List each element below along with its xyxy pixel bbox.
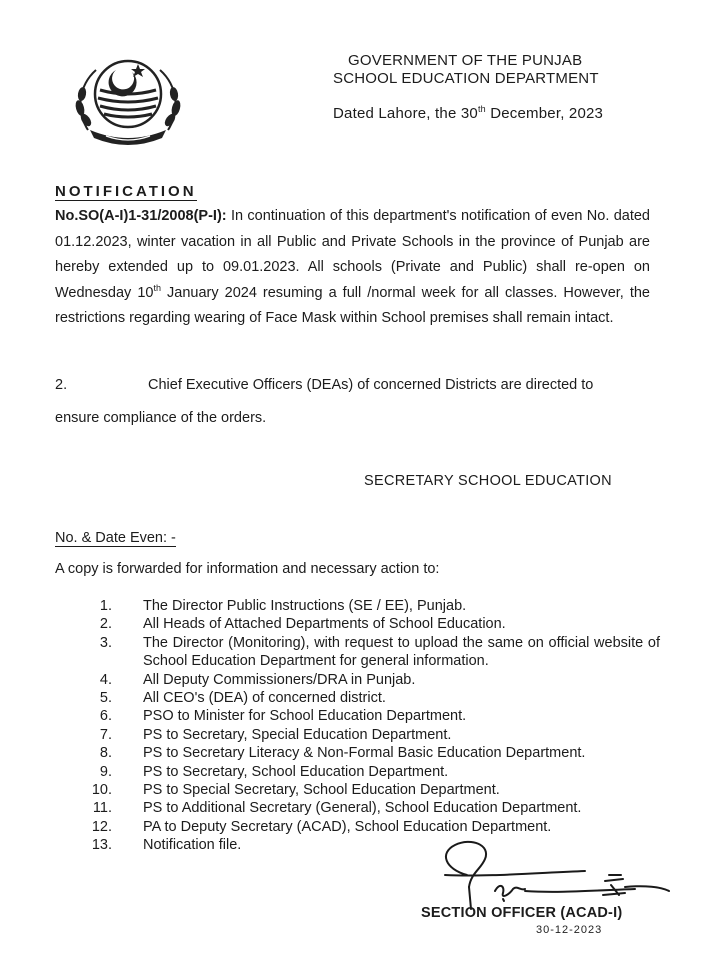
- distribution-intro: A copy is forwarded for information and necessary action to:: [55, 561, 440, 577]
- list-item: [80, 634, 660, 671]
- list-item: [80, 689, 660, 707]
- list-item-text: PS to Secretary Literacy & Non-Formal Basic Education Department.: [143, 745, 586, 762]
- list-item-text: Notification file.: [143, 837, 242, 854]
- date-ordinal: th: [477, 104, 486, 114]
- list-item-number: 2.: [99, 616, 112, 633]
- list-item-text: PA to Deputy Secretary (ACAD), School Education Department.: [143, 818, 552, 835]
- list-item-number: 4.: [99, 671, 112, 688]
- date-suffix: December, 2023: [485, 105, 604, 122]
- handwritten-date: 30-12-2023: [536, 924, 603, 936]
- punjab-government-emblem-icon: [66, 50, 190, 146]
- date-prefix: Dated Lahore, the 30: [333, 105, 478, 122]
- paragraph-2-text: Chief Executive Officers (DEAs) of concerned Districts are directed to: [148, 377, 594, 393]
- list-item: [80, 671, 660, 689]
- list-item-number: 9.: [99, 763, 112, 780]
- even-number-label: No. & Date Even: -: [55, 530, 176, 546]
- list-item: [80, 726, 660, 744]
- list-item-text: All Deputy Commissioners/DRA in Punjab.: [143, 671, 416, 688]
- paragraph-1-ordinal: th: [153, 282, 161, 293]
- handwritten-signature-icon: [425, 835, 675, 915]
- list-item-text: PS to Special Secretary, School Education Department.: [143, 782, 500, 799]
- paragraph-2-continuation: ensure compliance of the orders.: [55, 410, 267, 426]
- list-item: [80, 707, 660, 725]
- notification-title: NOTIFICATION: [55, 183, 197, 200]
- list-item: [80, 615, 660, 633]
- department-heading: SCHOOL EDUCATION DEPARTMENT: [333, 70, 599, 87]
- distribution-list: [80, 597, 660, 855]
- notification-paragraph-1: [55, 204, 650, 332]
- list-item-number: 5.: [99, 690, 112, 707]
- secretary-signature-block: SECRETARY SCHOOL EDUCATION: [364, 473, 612, 489]
- list-item-text: The Director (Monitoring), with request to upload the same on official website of School Education Department for general information.: [143, 634, 660, 670]
- list-item-text: PS to Secretary, Special Education Department.: [143, 726, 452, 743]
- reference-number: No.SO(A-I)1-31/2008(P-I):: [55, 208, 227, 224]
- paragraph-2-number: 2.: [55, 377, 68, 393]
- paragraph-1-text-b: January 2024 resuming a full /normal week for all classes. However, the restrictions regarding wearing of Face Mask within School premises shall remain intact.: [55, 284, 650, 327]
- list-item: [80, 744, 660, 762]
- list-item: [80, 818, 660, 836]
- list-item-number: 1.: [99, 598, 112, 614]
- list-item-number: 8.: [99, 745, 112, 762]
- paragraph-1-text-a: In continuation of this department's notification of even No. dated 01.12.2023, winter vacation in all Public and Private Schools in the province of Punjab are hereby extended up to 09.01.2023. All schools (Private and Public) shall re-open on Wednesday 10: [55, 208, 650, 301]
- list-item-text: PS to Additional Secretary (General), School Education Department.: [143, 800, 582, 817]
- list-item: [80, 781, 660, 799]
- list-item-number: 6.: [99, 708, 112, 725]
- list-item: [80, 799, 660, 817]
- list-item: [80, 763, 660, 781]
- list-item-number: 10.: [91, 782, 112, 799]
- list-item-text: The Director Public Instructions (SE / EE), Punjab.: [143, 598, 467, 614]
- list-item-text: PSO to Minister for School Education Department.: [143, 708, 467, 725]
- government-heading: GOVERNMENT OF THE PUNJAB: [348, 52, 583, 69]
- dated-line: [333, 104, 603, 122]
- list-item-text: All CEO's (DEA) of concerned district.: [143, 690, 386, 707]
- list-item-number: 12.: [91, 818, 112, 835]
- section-officer-title: SECTION OFFICER (ACAD-I): [421, 905, 623, 921]
- list-item-number: 3.: [99, 634, 112, 651]
- list-item-text: PS to Secretary, School Education Department.: [143, 763, 449, 780]
- list-item-text: All Heads of Attached Departments of School Education.: [143, 616, 506, 633]
- list-item-number: 13.: [91, 837, 112, 854]
- list-item-number: 11.: [92, 800, 112, 817]
- list-item-number: 7.: [99, 726, 112, 743]
- list-item: [80, 597, 660, 615]
